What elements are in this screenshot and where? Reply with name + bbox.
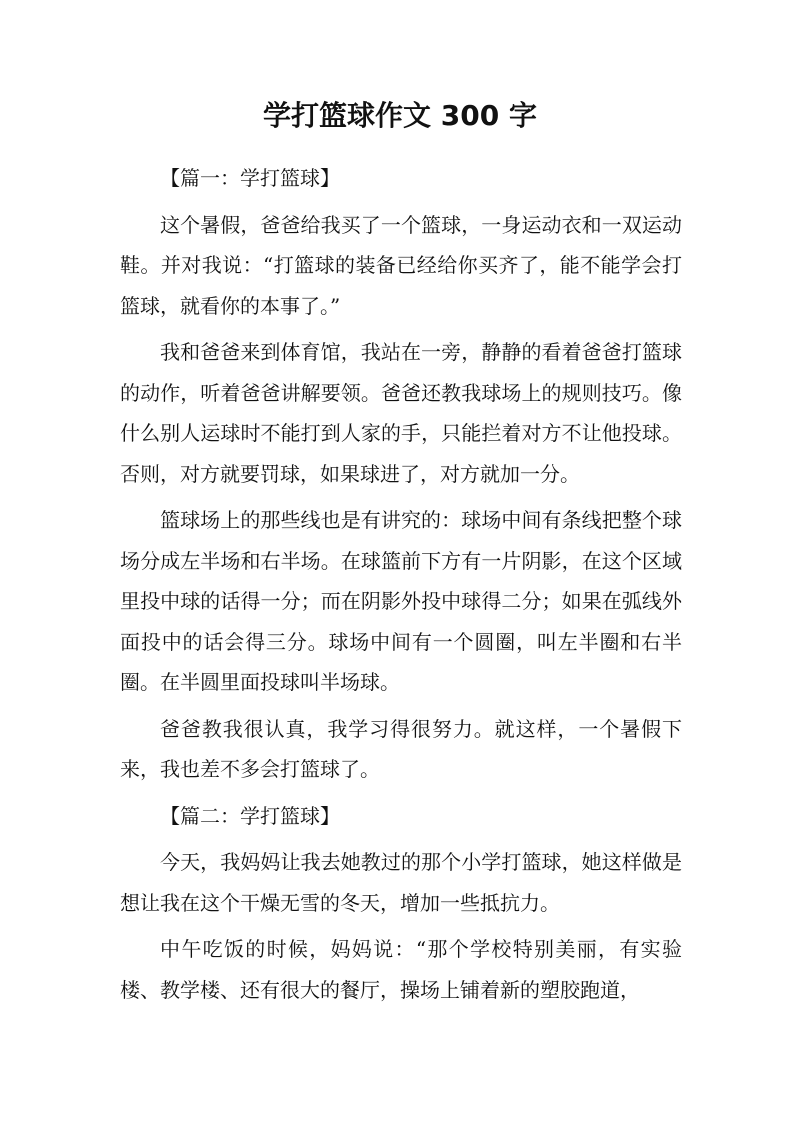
paragraph: 我和爸爸来到体育馆，我站在一旁，静静的看着爸爸打篮球的动作，听着爸爸讲解要领。爸爸还教我球场上的规则技巧。像什么别人运球时不能打到人家的手，只能拦着对方不让他投球。否则，对方就要罚球，如果球进了，对方就加一分。 (120, 340, 682, 486)
paragraph: 这个暑假，爸爸给我买了一个篮球，一身运动衣和一双运动鞋。并对我说：“打篮球的装备已经给你买齐了，能不能学会打篮球，就看你的本事了。” (120, 212, 682, 318)
document-title: 学打篮球作文 300 字 (263, 99, 537, 132)
paragraph: 篮球场上的那些线也是有讲究的：球场中间有条线把整个球场分成左半场和右半场。在球篮前下方有一片阴影，在这个区域里投中球的话得一分；而在阴影外投中球得二分；如果在弧线外面投中的话会得三分。球场中间有一个圆圈，叫左半圈和右半圈。在半圆里面投球叫半场球。 (120, 508, 682, 694)
document-body (120, 158, 682, 1016)
paragraph: 今天，我妈妈让我去她教过的那个小学打篮球，她这样做是想让我在这个干燥无雪的冬天，增加一些抵抗力。 (120, 850, 682, 915)
section-heading: 【篇二：学打篮球】 (160, 803, 340, 828)
paragraph: 爸爸教我很认真，我学习得很努力。就这样，一个暑假下来，我也差不多会打篮球了。 (120, 716, 682, 781)
paragraph: 中午吃饭的时候，妈妈说：“那个学校特别美丽，有实验楼、教学楼、还有很大的餐厅，操场上铺着新的塑胶跑道， (120, 937, 682, 1002)
section-1 (120, 158, 682, 790)
section-heading: 【篇一：学打篮球】 (160, 166, 340, 190)
section-2 (120, 796, 682, 1011)
